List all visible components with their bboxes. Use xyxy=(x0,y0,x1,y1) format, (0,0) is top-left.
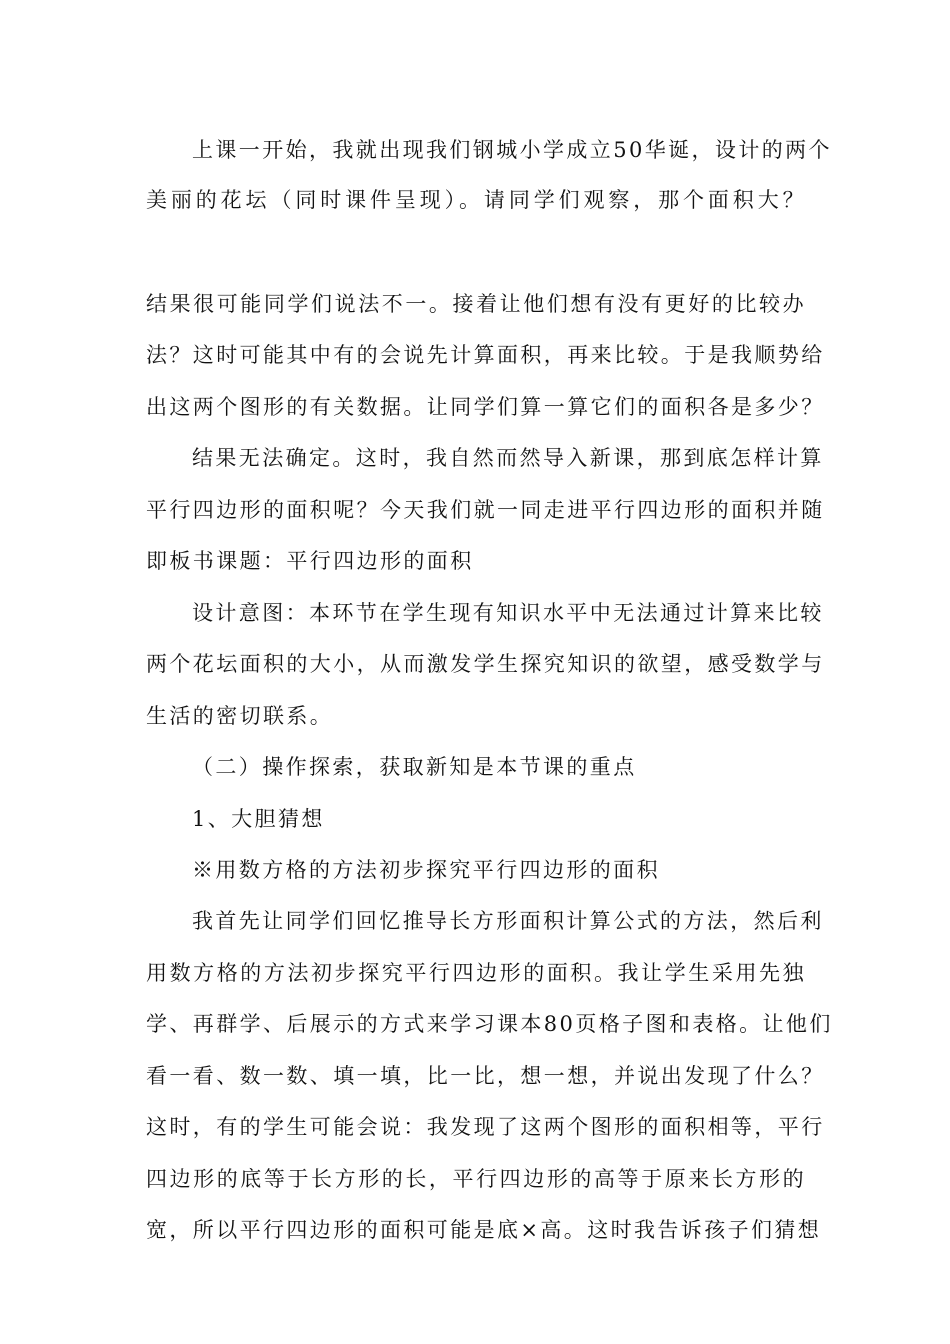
section-heading: （二）操作探索，获取新知是本节课的重点 xyxy=(192,755,637,779)
subsection-heading: 1、大胆猜想 xyxy=(192,807,325,831)
paragraph-line: 结果无法确定。这时，我自然而然导入新课，那到底怎样计算 xyxy=(192,446,824,470)
subsection-note: ※用数方格的方法初步探究平行四边形的面积 xyxy=(192,858,660,882)
paragraph-line: 四边形的底等于长方形的长，平行四边形的高等于原来长方形的 xyxy=(146,1167,806,1191)
paragraph-line: 平行四边形的面积呢？今天我们就一同走进平行四边形的面积并随 xyxy=(146,498,825,522)
paragraph-line: 我首先让同学们回忆推导长方形面积计算公式的方法，然后利 xyxy=(192,909,824,933)
paragraph-line: 即板书课题：平行四边形的面积 xyxy=(146,549,474,573)
paragraph-line: 宽，所以平行四边形的面积可能是底×高。这时我告诉孩子们猜想 xyxy=(146,1218,822,1242)
paragraph-line: 设计意图：本环节在学生现有知识水平中无法通过计算来比较 xyxy=(192,601,824,625)
paragraph-line: 法？这时可能其中有的会说先计算面积，再来比较。于是我顺势给 xyxy=(146,343,825,367)
paragraph-line: 用数方格的方法初步探究平行四边形的面积。我让学生采用先独 xyxy=(146,961,806,985)
paragraph-line: 学、再群学、后展示的方式来学习课本80页格子图和表格。让他们 xyxy=(146,1012,833,1036)
paragraph-line: 看一看、数一数、填一填，比一比，想一想，并说出发现了什么？ xyxy=(146,1064,825,1088)
paragraph-line: 这时，有的学生可能会说：我发现了这两个图形的面积相等，平行 xyxy=(146,1115,825,1139)
paragraph-line: 上课一开始，我就出现我们钢城小学成立50华诞，设计的两个 xyxy=(192,138,832,162)
paragraph-line: 出这两个图形的有关数据。让同学们算一算它们的面积各是多少？ xyxy=(146,395,825,419)
paragraph-line: 结果很可能同学们说法不一。接着让他们想有没有更好的比较办 xyxy=(146,292,806,316)
paragraph-line: 生活的密切联系。 xyxy=(146,704,334,728)
paragraph-line: 两个花坛面积的大小，从而激发学生探究知识的欲望，感受数学与 xyxy=(146,652,825,676)
paragraph-line: 美丽的花坛（同时课件呈现）。请同学们观察，那个面积大？ xyxy=(146,188,806,212)
